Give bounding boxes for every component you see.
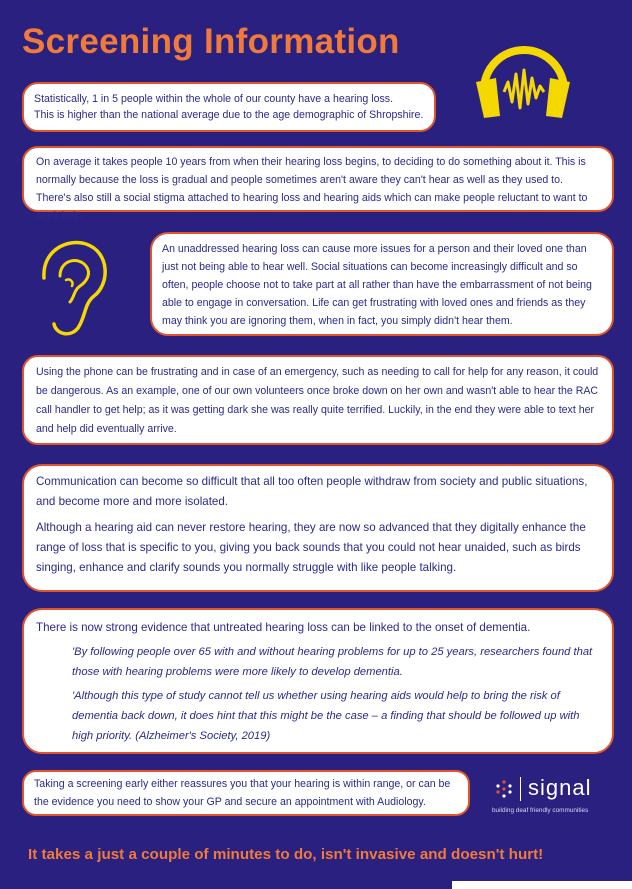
isolation-paragraph: Communication can become so difficult that all too often people withdraw from society and public situations, and become more and more isolated. — [36, 475, 588, 508]
signal-dots-icon — [494, 779, 514, 799]
hearing-aid-paragraph: Although a hearing aid can never restore hearing, they are now so advanced that they digitally enhance the range of loss that is specific to you, giving you back sounds that you could not hear unaided, such as birds singing, enhance and clarify sounds you normally struggle with like people talking. — [36, 521, 586, 574]
phone-emergency-box — [22, 355, 614, 445]
county-statistic-box — [22, 82, 436, 132]
ear-icon — [30, 232, 116, 344]
dementia-box — [22, 608, 614, 754]
headphones-icon — [470, 24, 576, 124]
corner-strip — [452, 881, 632, 889]
logo-divider — [520, 777, 521, 801]
social-impact-paragraph: An unaddressed hearing loss can cause more issues for a person and their loved one than just not being able to hear well. Social situations can become increasingly difficult and so often, people choose not to take part at all rather than have the embarrassment of not being able to engage in conversation. Life can get frustrating with loved ones and friends as they may think you are ignoring them, when in fact, you simply didn't hear them. — [162, 243, 592, 327]
communication-box — [22, 464, 614, 592]
quote-alzheimers: 'Although this type of study cannot tell us whether using hearing aids would help to bring the risk of dementia back down, it does hint that this might be the case – a finding that should be followed up with high priority. (Alzheimer's Society, 2019) — [72, 690, 580, 742]
page-title: Screening Information — [22, 22, 400, 61]
delay-info-box — [22, 146, 614, 222]
signal-logo — [490, 775, 614, 821]
screening-paragraph: Taking a screening early either reassures you that your hearing is within range, or can be the evidence you need to show your GP and secure an appointment with Audiology. — [34, 778, 451, 808]
statistic-line-1: Statistically, 1 in 5 people within the whole of our county have a hearing loss. — [34, 93, 394, 105]
statistic-line-2: This is higher than the national average due to the age demographic of Shropshire. — [34, 109, 424, 121]
social-impact-box — [150, 232, 614, 336]
dementia-paragraph: There is now strong evidence that untreated hearing loss can be linked to the onset of dementia. — [36, 621, 531, 634]
phone-paragraph: Using the phone can be frustrating and in case of an emergency, such as needing to call for help for any reason, it could be dangerous. As an example, one of our own volunteers once broke down on her own and wasn't able to hear the RAC call handler to get help; as it was getting dark she was really quite terrified. Luckily, in the end they were able to text her and help did eventually arrive. — [36, 366, 599, 435]
logo-wordmark: signal — [528, 775, 592, 800]
screening-benefit-box — [22, 770, 470, 816]
delay-paragraph: On average it takes people 10 years from when their hearing loss begins, to deciding to do something about it. This is normally because the loss is gradual and people sometimes aren't aware they can't hear as well as they used to. There's also still a social stigma attached to hearing loss and hearing aids which can make people reluctant to want to seek help. — [36, 156, 588, 222]
footer-callout: It takes a just a couple of minutes to do, isn't invasive and doesn't hurt! — [28, 846, 544, 863]
quote-research: 'By following people over 65 with and without hearing problems for up to 25 years, researchers found that those with hearing problems were more likely to develop dementia. — [72, 646, 593, 678]
logo-tagline: building deaf friendly communities — [492, 807, 589, 814]
